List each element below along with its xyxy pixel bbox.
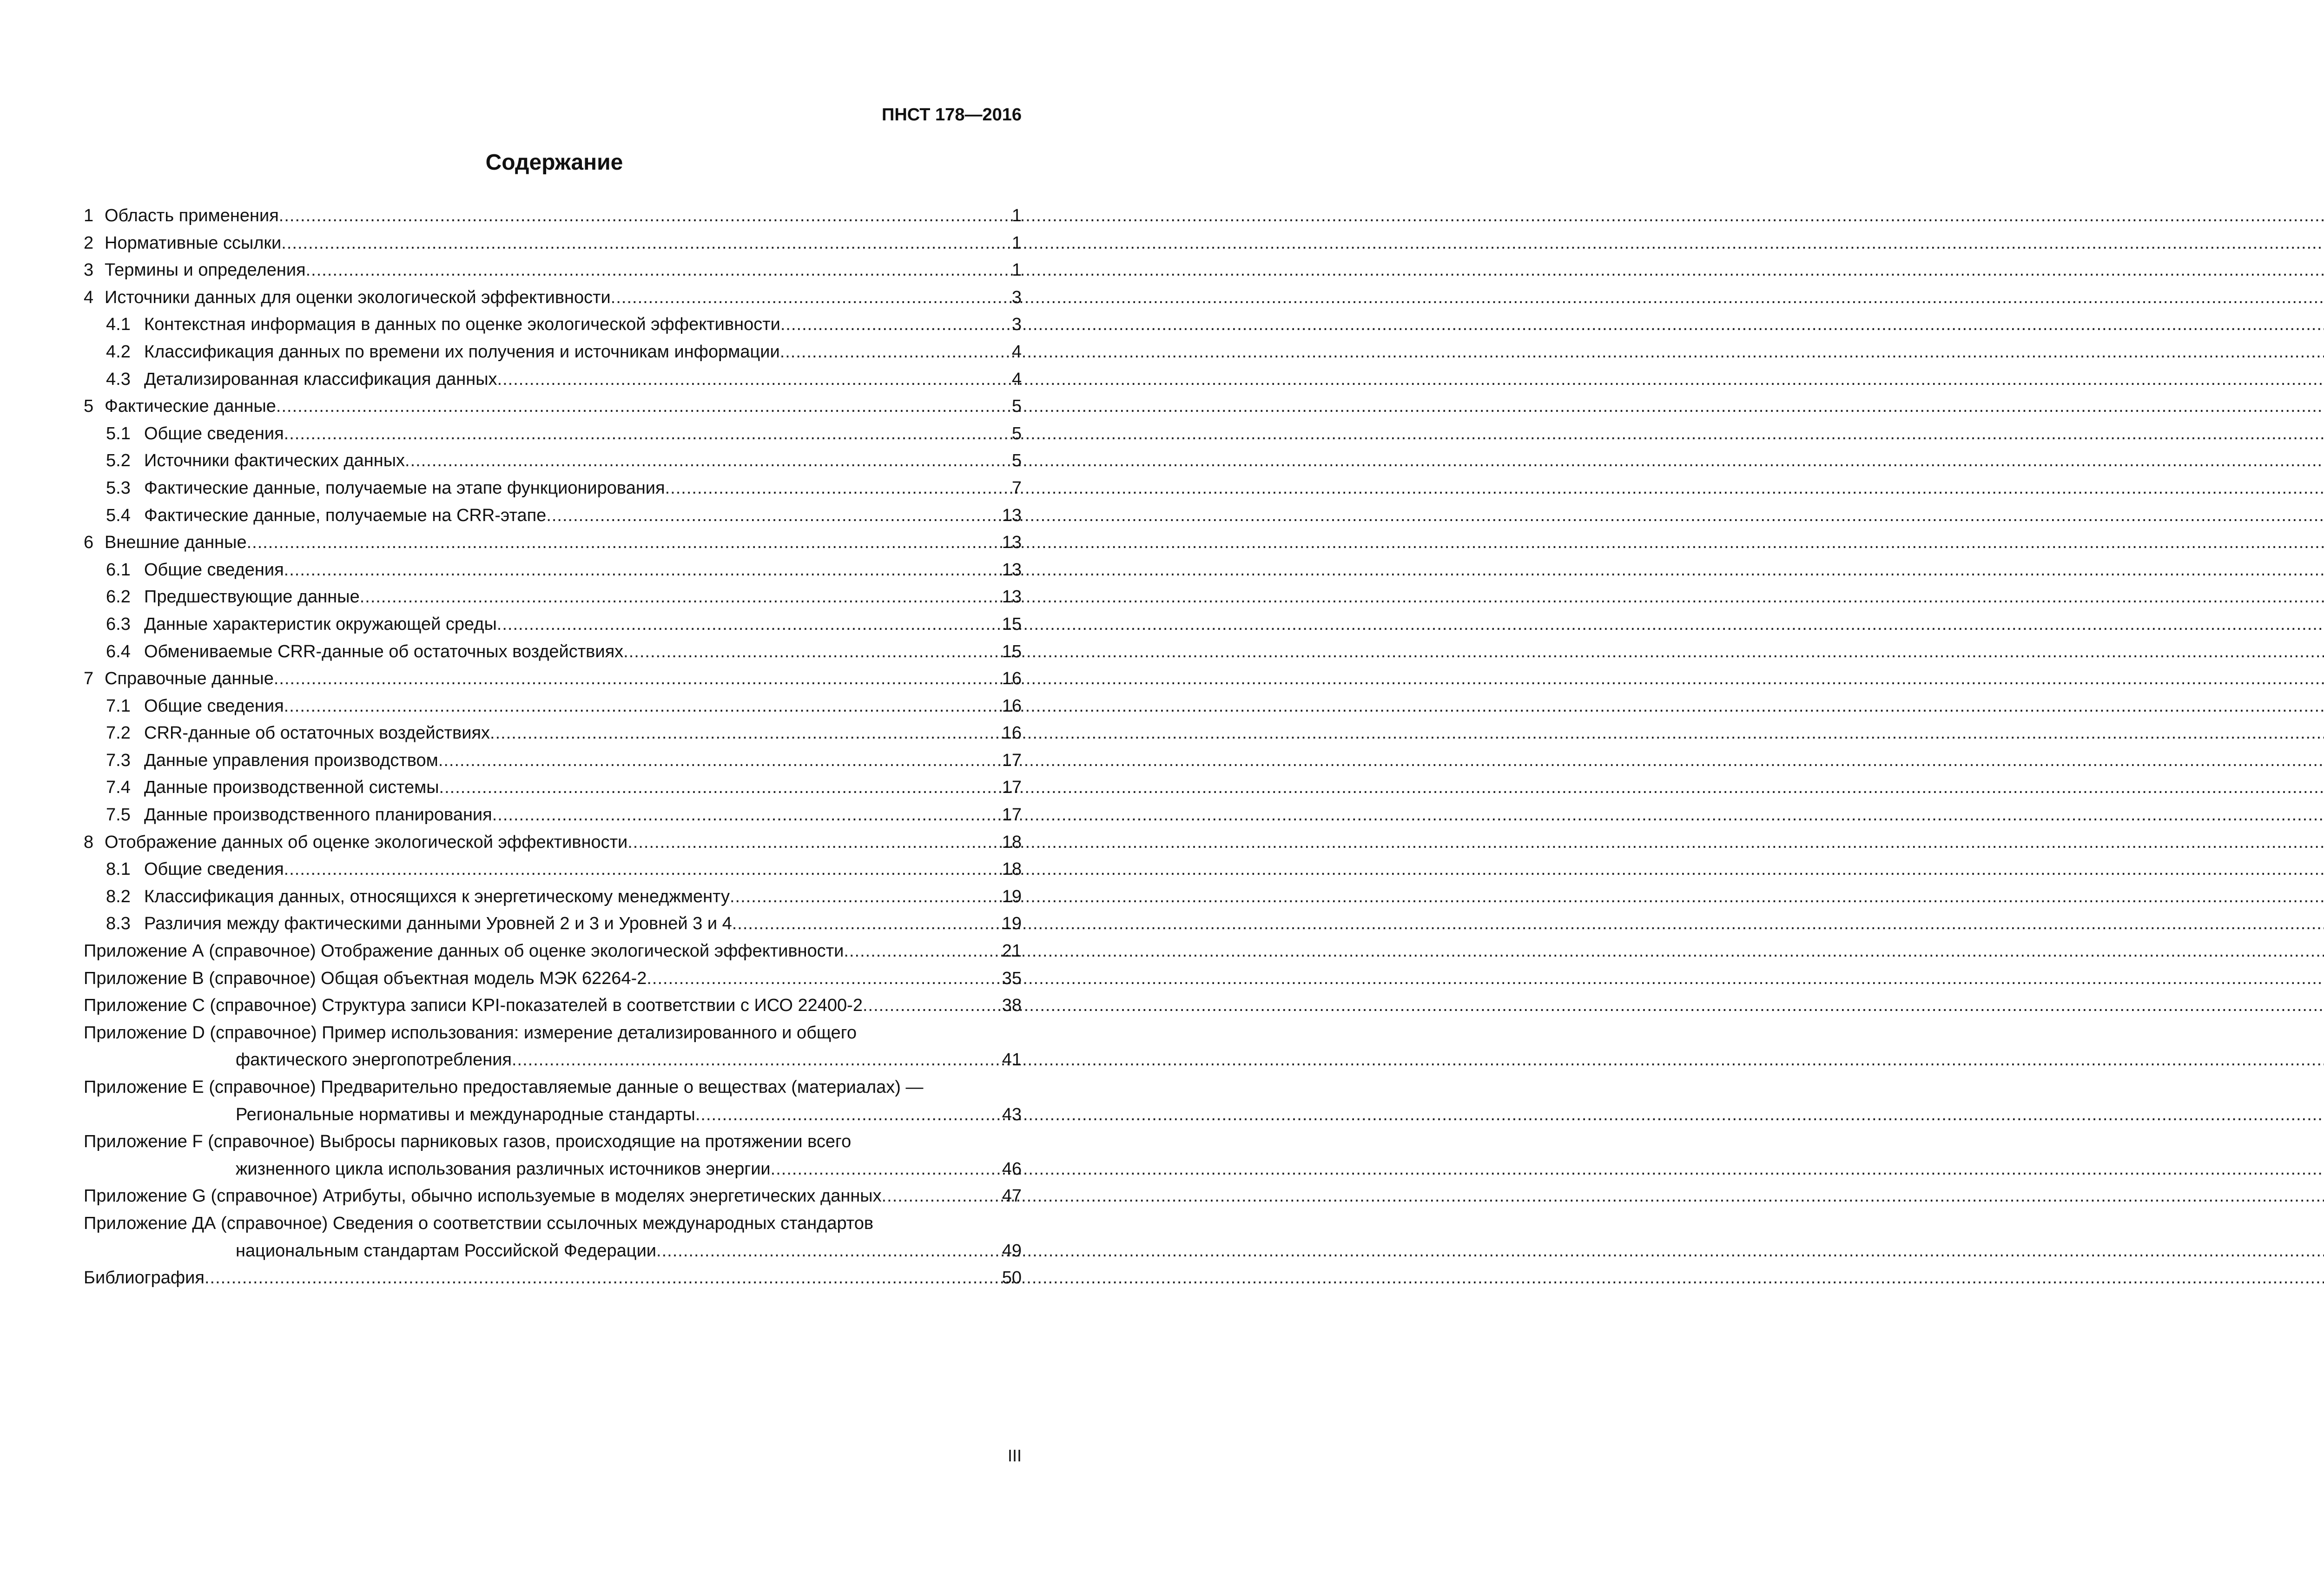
- dot-leader: [492, 801, 1002, 829]
- toc-entry-label: Детализированная классификация данных: [144, 369, 497, 389]
- toc-annex-continuation[interactable]: [84, 1101, 1022, 1129]
- toc-subsection-6-1[interactable]: [84, 556, 1022, 584]
- toc-entry-label: Приложение Е (справочное) Предварительно предоставляемые данные о веществах (материалах) —: [84, 1077, 924, 1097]
- dot-leader: [863, 992, 1002, 1019]
- toc-entry-label: Фактические данные, получаемые на CRR-этапе: [144, 505, 547, 525]
- toc-section-6[interactable]: [84, 529, 1022, 556]
- toc-annex-entry[interactable]: [84, 1210, 1022, 1264]
- toc-entry-number: 5.1: [106, 423, 131, 443]
- toc-annex-entry[interactable]: [84, 938, 1022, 965]
- toc-entry-page: 1: [1011, 260, 1022, 280]
- toc-entry-label: Общие сведения: [144, 696, 284, 716]
- dot-leader: [284, 856, 1002, 883]
- dot-leader: [276, 393, 1012, 420]
- toc-entry-number: 7.4: [106, 778, 131, 798]
- dot-leader: [611, 284, 1012, 311]
- toc-subsection-5-3[interactable]: [84, 475, 1022, 502]
- toc-entry-label: Различия между фактическими данными Уровней 2 и 3 и Уровней 3 и 4: [144, 914, 732, 934]
- toc-entry-page: 19: [1002, 886, 1022, 906]
- toc-entry-label: Фактические данные: [105, 396, 276, 416]
- toc-entry-label: Классификация данных, относящихся к энергетическому менеджменту: [144, 886, 730, 906]
- dot-leader: [732, 910, 1002, 938]
- toc-entry-number: 8.1: [106, 859, 131, 879]
- toc-annex-entry[interactable]: [84, 1182, 1022, 1210]
- toc-annex-entry[interactable]: [84, 1019, 1022, 1074]
- toc-entry-label: Обмениваемые CRR-данные об остаточных воздействиях: [144, 641, 624, 661]
- toc-entry-page: 3: [1011, 287, 1022, 307]
- toc-entry-number: 7.2: [106, 723, 131, 743]
- toc-section-5[interactable]: [84, 393, 1022, 420]
- toc-entry-page: 1: [1011, 206, 1022, 225]
- toc-entry-page: 16: [1002, 696, 1022, 716]
- dot-leader: [780, 338, 1012, 366]
- toc-entry-label: фактического энергопотребления: [236, 1050, 512, 1070]
- dot-leader: [281, 230, 1012, 257]
- toc-entry-page: 15: [1002, 641, 1022, 661]
- toc-entry-label: Область применения: [105, 206, 279, 225]
- toc-section-3[interactable]: [84, 257, 1022, 284]
- toc-entry-page: 15: [1002, 614, 1022, 634]
- toc-entry-number: 8: [84, 832, 94, 852]
- dot-leader: [730, 883, 1002, 911]
- toc-entry-page: 46: [1002, 1159, 1022, 1179]
- dot-leader: [490, 720, 1002, 747]
- toc-annex-entry[interactable]: [84, 992, 1022, 1019]
- toc-subsection-8-1[interactable]: [84, 856, 1022, 883]
- dot-leader: [695, 1101, 1002, 1129]
- toc-entry-number: 5.2: [106, 451, 131, 471]
- toc-entry-number: 6: [84, 533, 94, 553]
- toc-entry-label: Приложение В (справочное) Общая объектная модель МЭК 62264-2: [84, 968, 647, 988]
- dot-leader: [546, 502, 1002, 529]
- dot-leader: [497, 366, 1012, 393]
- toc-entry-page: 17: [1002, 778, 1022, 798]
- toc-section-4[interactable]: [84, 284, 1022, 311]
- toc-entry-page: 41: [1002, 1050, 1022, 1070]
- toc-entry-page: 5: [1011, 451, 1022, 471]
- toc-entry-number: 6.4: [106, 641, 131, 661]
- toc-entry-label: Общие сведения: [144, 560, 284, 580]
- toc-subsection-7-3[interactable]: [84, 747, 1022, 774]
- dot-leader: [497, 611, 1002, 638]
- dot-leader: [623, 638, 1002, 666]
- toc-entry-number: 5: [84, 396, 94, 416]
- toc-entry-number: 5.3: [106, 478, 131, 498]
- dot-leader: [438, 747, 1002, 774]
- dot-leader: [512, 1046, 1002, 1074]
- toc-entry-page: 16: [1002, 669, 1022, 689]
- toc-entry-label: CRR-данные об остаточных воздействиях: [144, 723, 490, 743]
- toc-section-2[interactable]: [84, 230, 1022, 257]
- toc-entry-label: жизненного цикла использования различных источников энергии: [236, 1159, 771, 1179]
- toc-entry-page: 21: [1002, 941, 1022, 961]
- toc-entry-label: Данные управления производством: [144, 750, 438, 770]
- toc-entry-number: 6.3: [106, 614, 131, 634]
- dot-leader: [279, 202, 1012, 230]
- toc-entry-number: 8.3: [106, 914, 131, 934]
- toc-annex-entry[interactable]: [84, 1128, 1022, 1182]
- toc-entry-number: 6.2: [106, 587, 131, 607]
- toc-entry-label: Данные характеристик окружающей среды: [144, 614, 497, 634]
- table-of-contents: [84, 202, 1022, 1292]
- dot-leader: [405, 447, 1012, 475]
- toc-annex-continuation[interactable]: [84, 1237, 1022, 1265]
- toc-bibliography[interactable]: [84, 1264, 1022, 1292]
- toc-entry-page: 13: [1002, 560, 1022, 580]
- toc-subsection-8-3[interactable]: [84, 910, 1022, 938]
- toc-entry-page: 49: [1002, 1241, 1022, 1261]
- toc-entry-page: 18: [1002, 859, 1022, 879]
- toc-entry-page: 18: [1002, 832, 1022, 852]
- toc-entry-label: Фактические данные, получаемые на этапе функционирования: [144, 478, 665, 498]
- toc-entry-number: 7.1: [106, 696, 131, 716]
- dot-leader: [844, 938, 1002, 965]
- toc-entry-label: Предшествующие данные: [144, 587, 360, 607]
- toc-entry-label: Региональные нормативы и международные стандарты: [236, 1104, 695, 1124]
- toc-entry-number: 7.5: [106, 805, 131, 825]
- toc-entry-label: Классификация данных по времени их получения и источникам информации: [144, 342, 780, 362]
- dot-leader: [656, 1237, 1002, 1265]
- toc-entry-page: 13: [1002, 505, 1022, 525]
- toc-entry-label: Приложение С (справочное) Структура записи KPI-показателей в соответствии с ИСО 22400-2: [84, 996, 863, 1016]
- dot-leader: [247, 529, 1002, 556]
- toc-subsection-5-2[interactable]: [84, 447, 1022, 475]
- toc-entry-label: Общие сведения: [144, 859, 284, 879]
- toc-entry-label: Источники данных для оценки экологической эффективности: [105, 287, 611, 307]
- toc-entry-page: 35: [1002, 968, 1022, 988]
- dot-leader: [780, 311, 1012, 338]
- toc-entry-page: 4: [1011, 342, 1022, 362]
- toc-section-1[interactable]: [84, 202, 1022, 230]
- toc-entry-number: 8.2: [106, 886, 131, 906]
- toc-subsection-4-1[interactable]: [84, 311, 1022, 338]
- dot-leader: [284, 556, 1002, 584]
- toc-entry-page: 16: [1002, 723, 1022, 743]
- toc-entry-number: 4: [84, 287, 94, 307]
- toc-entry-page: 47: [1002, 1186, 1022, 1206]
- toc-entry-label: Общие сведения: [144, 423, 284, 443]
- toc-subsection-4-2[interactable]: [84, 338, 1022, 366]
- toc-entry-label: Данные производственной системы: [144, 778, 439, 798]
- toc-entry-number: 4.1: [106, 315, 131, 335]
- dot-leader: [647, 965, 1002, 992]
- dot-leader: [274, 665, 1002, 693]
- toc-subsection-8-2[interactable]: [84, 883, 1022, 911]
- dot-leader: [306, 257, 1012, 284]
- toc-entry-page: 43: [1002, 1104, 1022, 1124]
- toc-subsection-5-4[interactable]: [84, 502, 1022, 529]
- toc-subsection-7-1[interactable]: [84, 693, 1022, 720]
- toc-entry-page: 50: [1002, 1268, 1022, 1288]
- doc-id: ПНСТ 178—2016: [882, 105, 1022, 125]
- toc-entry-page: 5: [1011, 396, 1022, 416]
- toc-subsection-5-1[interactable]: [84, 420, 1022, 448]
- toc-entry-page: 17: [1002, 805, 1022, 825]
- toc-entry-label: Приложение F (справочное) Выбросы парниковых газов, происходящие на протяжении всего: [84, 1132, 852, 1152]
- toc-entry-label: Приложение ДА (справочное) Сведения о соответствии ссылочных международных стандартов: [84, 1213, 874, 1233]
- toc-entry-page: 17: [1002, 750, 1022, 770]
- toc-subsection-4-3[interactable]: [84, 366, 1022, 393]
- toc-entry-label: Контекстная информация в данных по оценке экологической эффективности: [144, 315, 780, 335]
- toc-entry-label: Термины и определения: [105, 260, 306, 280]
- toc-subsection-6-3[interactable]: [84, 611, 1022, 638]
- toc-entry-page: 7: [1011, 478, 1022, 498]
- toc-entry-label: Библиография: [84, 1268, 205, 1288]
- dot-leader: [439, 774, 1002, 801]
- dot-leader: [284, 420, 1012, 448]
- dot-leader: [205, 1264, 1002, 1292]
- toc-entry-number: 4.2: [106, 342, 131, 362]
- dot-leader: [771, 1156, 1002, 1183]
- toc-annex-continuation[interactable]: [84, 1156, 1022, 1183]
- toc-entry-label: Источники фактических данных: [144, 451, 405, 471]
- toc-entry-page: 4: [1011, 369, 1022, 389]
- toc-entry-number: 7: [84, 669, 94, 689]
- toc-section-8[interactable]: [84, 829, 1022, 856]
- page-number: III: [1007, 1446, 1022, 1465]
- dot-leader: [627, 829, 1002, 856]
- dot-leader: [665, 475, 1012, 502]
- toc-entry-label: Приложение D (справочное) Пример использования: измерение детализированного и общего: [84, 1023, 857, 1043]
- toc-entry-page: 5: [1011, 423, 1022, 443]
- toc-entry-number: 2: [84, 233, 94, 253]
- toc-entry-label: национальным стандартам Российской Федерации: [236, 1241, 657, 1261]
- toc-subsection-7-4[interactable]: [84, 774, 1022, 801]
- toc-subsection-7-5[interactable]: [84, 801, 1022, 829]
- page-title: Содержание: [485, 150, 623, 175]
- toc-entry-number: 1: [84, 206, 94, 225]
- toc-subsection-7-2[interactable]: [84, 720, 1022, 747]
- toc-entry-number: 5.4: [106, 505, 131, 525]
- toc-entry-page: 13: [1002, 533, 1022, 553]
- toc-entry-label: Приложение G (справочное) Атрибуты, обычно используемые в моделях энергетических данных: [84, 1186, 882, 1206]
- toc-subsection-6-4[interactable]: [84, 638, 1022, 666]
- dot-leader: [882, 1182, 1002, 1210]
- toc-annex-entry[interactable]: [84, 965, 1022, 992]
- toc-entry-page: 13: [1002, 587, 1022, 607]
- toc-entry-number: 4.3: [106, 369, 131, 389]
- toc-entry-page: 3: [1011, 315, 1022, 335]
- toc-entry-page: 38: [1002, 996, 1022, 1016]
- toc-entry-label: Данные производственного планирования: [144, 805, 492, 825]
- toc-entry-page: 1: [1011, 233, 1022, 253]
- dot-leader: [360, 583, 1002, 611]
- toc-entry-label: Справочные данные: [105, 669, 274, 689]
- dot-leader: [284, 693, 1002, 720]
- toc-annex-continuation[interactable]: [84, 1046, 1022, 1074]
- toc-section-7[interactable]: [84, 665, 1022, 693]
- toc-entry-number: 7.3: [106, 750, 131, 770]
- toc-subsection-6-2[interactable]: [84, 583, 1022, 611]
- toc-entry-label: Внешние данные: [105, 533, 247, 553]
- toc-entry-page: 19: [1002, 914, 1022, 934]
- toc-annex-entry[interactable]: [84, 1074, 1022, 1128]
- toc-entry-label: Отображение данных об оценке экологической эффективности: [105, 832, 628, 852]
- toc-entry-label: Нормативные ссылки: [105, 233, 282, 253]
- toc-entry-label: Приложение А (справочное) Отображение данных об оценке экологической эффективности: [84, 941, 844, 961]
- toc-entry-number: 3: [84, 260, 94, 280]
- toc-entry-number: 6.1: [106, 560, 131, 580]
